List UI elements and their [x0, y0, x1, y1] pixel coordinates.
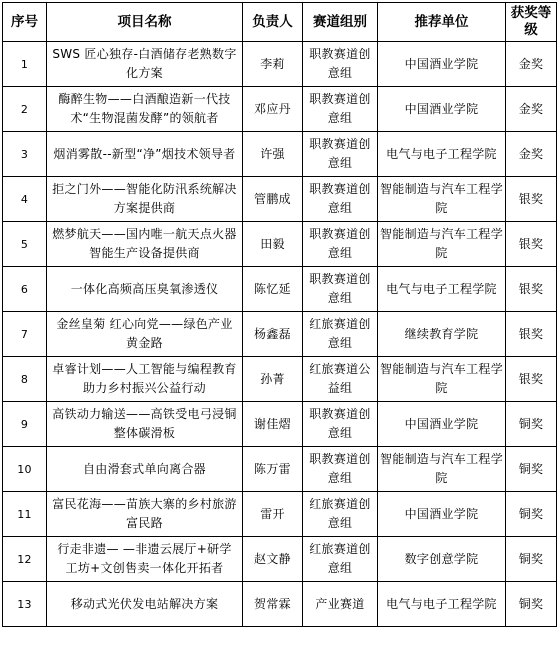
award-table	[2, 2, 557, 627]
cell-unit: 智能制造与汽车工程学院	[378, 177, 506, 222]
cell-unit: 中国酒业学院	[378, 492, 506, 537]
cell-leader: 陈万雷	[243, 447, 303, 492]
header-project: 项目名称	[47, 3, 243, 42]
cell-unit: 数字创意学院	[378, 537, 506, 582]
cell-unit: 智能制造与汽车工程学院	[378, 222, 506, 267]
cell-award: 铜奖	[506, 537, 557, 582]
table-row	[3, 492, 557, 537]
cell-project: 行走非遗— —非遗云展厅+研学工坊+文创售卖一体化开拓者	[47, 537, 243, 582]
table-row	[3, 537, 557, 582]
table-row	[3, 87, 557, 132]
cell-leader: 田毅	[243, 222, 303, 267]
cell-leader: 孙菁	[243, 357, 303, 402]
table-row	[3, 42, 557, 87]
cell-track: 职教赛道创意组	[303, 402, 378, 447]
cell-award: 铜奖	[506, 492, 557, 537]
header-track: 赛道组别	[303, 3, 378, 42]
cell-award: 银奖	[506, 357, 557, 402]
cell-seq: 13	[3, 582, 47, 627]
table-row	[3, 177, 557, 222]
cell-seq: 6	[3, 267, 47, 312]
cell-leader: 贺常霖	[243, 582, 303, 627]
header-award: 获奖等级	[506, 3, 557, 42]
table-row	[3, 357, 557, 402]
table-row	[3, 447, 557, 492]
cell-leader: 雷开	[243, 492, 303, 537]
cell-project: 富民花海——苗族大寨的乡村旅游富民路	[47, 492, 243, 537]
cell-unit: 中国酒业学院	[378, 402, 506, 447]
cell-track: 产业赛道	[303, 582, 378, 627]
cell-award: 金奖	[506, 42, 557, 87]
cell-track: 红旅赛道创意组	[303, 492, 378, 537]
table-row	[3, 222, 557, 267]
cell-track: 职教赛道创意组	[303, 222, 378, 267]
cell-leader: 杨鑫磊	[243, 312, 303, 357]
cell-track: 职教赛道创意组	[303, 42, 378, 87]
header-unit: 推荐单位	[378, 3, 506, 42]
cell-project: 金丝皇菊 红心向党——绿色产业黄金路	[47, 312, 243, 357]
cell-unit: 中国酒业学院	[378, 87, 506, 132]
cell-project: 高铁动力输送——高铁受电弓浸铜整体碳滑板	[47, 402, 243, 447]
cell-award: 银奖	[506, 312, 557, 357]
cell-unit: 电气与电子工程学院	[378, 582, 506, 627]
cell-leader: 李莉	[243, 42, 303, 87]
cell-leader: 邓应丹	[243, 87, 303, 132]
cell-project: 燃梦航天——国内唯一航天点火器智能生产设备提供商	[47, 222, 243, 267]
cell-project: 一体化高频高压臭氧渗透仪	[47, 267, 243, 312]
table-row	[3, 132, 557, 177]
cell-track: 职教赛道创意组	[303, 177, 378, 222]
cell-seq: 5	[3, 222, 47, 267]
cell-seq: 12	[3, 537, 47, 582]
cell-seq: 8	[3, 357, 47, 402]
cell-project: SWS 匠心独存-白酒储存老熟数字化方案	[47, 42, 243, 87]
cell-unit: 智能制造与汽车工程学院	[378, 357, 506, 402]
cell-award: 银奖	[506, 177, 557, 222]
cell-track: 职教赛道创意组	[303, 87, 378, 132]
cell-award: 铜奖	[506, 447, 557, 492]
header-row	[3, 3, 557, 42]
cell-leader: 赵文静	[243, 537, 303, 582]
cell-seq: 4	[3, 177, 47, 222]
cell-seq: 11	[3, 492, 47, 537]
cell-track: 职教赛道创意组	[303, 267, 378, 312]
cell-seq: 7	[3, 312, 47, 357]
cell-seq: 2	[3, 87, 47, 132]
cell-award: 金奖	[506, 132, 557, 177]
cell-seq: 3	[3, 132, 47, 177]
cell-seq: 1	[3, 42, 47, 87]
cell-project: 自由滑套式单向离合器	[47, 447, 243, 492]
cell-award: 铜奖	[506, 582, 557, 627]
table-row	[3, 402, 557, 447]
cell-unit: 继续教育学院	[378, 312, 506, 357]
cell-track: 红旅赛道创意组	[303, 312, 378, 357]
header-leader: 负责人	[243, 3, 303, 42]
cell-leader: 陈忆延	[243, 267, 303, 312]
cell-leader: 谢佳熠	[243, 402, 303, 447]
cell-seq: 10	[3, 447, 47, 492]
cell-track: 职教赛道创意组	[303, 132, 378, 177]
header-seq: 序号	[3, 3, 47, 42]
cell-award: 银奖	[506, 267, 557, 312]
cell-unit: 电气与电子工程学院	[378, 267, 506, 312]
table-row	[3, 582, 557, 627]
cell-unit: 中国酒业学院	[378, 42, 506, 87]
cell-seq: 9	[3, 402, 47, 447]
cell-award: 金奖	[506, 87, 557, 132]
cell-track: 红旅赛道创意组	[303, 537, 378, 582]
cell-project: 卓睿计划——人工智能与编程教育助力乡村振兴公益行动	[47, 357, 243, 402]
cell-project: 酶醉生物——白酒酿造新一代技术“生物混菌发酵”的领航者	[47, 87, 243, 132]
cell-unit: 电气与电子工程学院	[378, 132, 506, 177]
cell-project: 拒之门外——智能化防汛系统解决方案提供商	[47, 177, 243, 222]
table-row	[3, 312, 557, 357]
cell-track: 红旅赛道公益组	[303, 357, 378, 402]
cell-project: 烟消雾散--新型“净”烟技术领导者	[47, 132, 243, 177]
cell-award: 银奖	[506, 222, 557, 267]
cell-award: 铜奖	[506, 402, 557, 447]
cell-track: 职教赛道创意组	[303, 447, 378, 492]
cell-leader: 许强	[243, 132, 303, 177]
cell-unit: 智能制造与汽车工程学院	[378, 447, 506, 492]
cell-leader: 管鹏成	[243, 177, 303, 222]
cell-project: 移动式光伏发电站解决方案	[47, 582, 243, 627]
table-row	[3, 267, 557, 312]
